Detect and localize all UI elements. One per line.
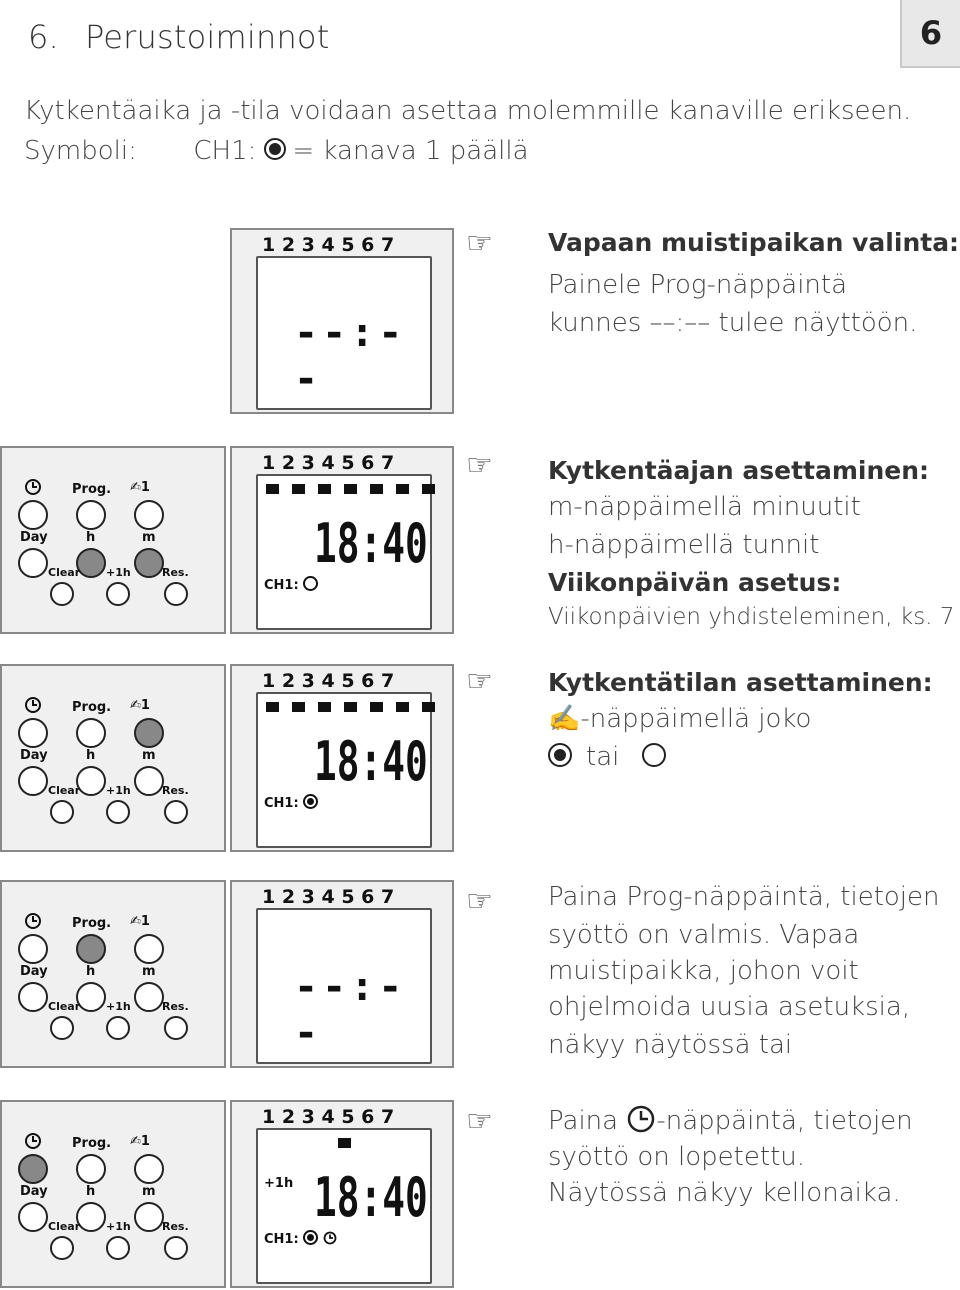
lcd-time: 18:40 bbox=[314, 1166, 428, 1229]
prog-button[interactable] bbox=[76, 934, 106, 964]
clear-button[interactable] bbox=[50, 1236, 74, 1260]
lcd-channel: CH1: bbox=[264, 794, 318, 811]
prog-button[interactable] bbox=[76, 1154, 106, 1184]
channel-button[interactable] bbox=[134, 934, 164, 964]
clock-icon bbox=[24, 696, 42, 714]
hand-label: ✍1 bbox=[130, 1134, 150, 1149]
m-button[interactable] bbox=[134, 548, 164, 578]
weekday-bars bbox=[266, 484, 435, 494]
lcd-panel-4 bbox=[230, 880, 454, 1068]
prog-button[interactable] bbox=[76, 718, 106, 748]
prog-label: Prog. bbox=[72, 1136, 112, 1151]
m-label: m bbox=[142, 1184, 156, 1199]
hand-icon: ✍ bbox=[548, 704, 581, 734]
step3-text: ✍-näppäimellä joko bbox=[548, 704, 812, 734]
channel-on-icon bbox=[548, 743, 572, 767]
channel-on-icon bbox=[303, 1230, 318, 1245]
reset-button[interactable] bbox=[164, 800, 188, 824]
intro-line: Kytkentäaika ja -tila voidaan asettaa molemmille kanaville erikseen. bbox=[24, 96, 912, 126]
step4-text: syöttö on valmis. Vapaa bbox=[548, 920, 860, 950]
step2-text: m-näppäimellä minuutit bbox=[548, 492, 861, 522]
lcd-panel-1 bbox=[230, 228, 454, 414]
m-button[interactable] bbox=[134, 766, 164, 796]
channel-off-icon bbox=[642, 743, 666, 767]
hand-icon: ✍ bbox=[130, 480, 141, 495]
channel-on-icon bbox=[303, 794, 318, 809]
keypad-panel-3 bbox=[0, 664, 226, 852]
plus1h-button[interactable] bbox=[106, 582, 130, 606]
lcd-dashes: --:-- bbox=[294, 310, 407, 402]
step4-text: näkyy näytössä tai bbox=[548, 1030, 793, 1060]
weekday-bar bbox=[338, 1138, 351, 1148]
m-button[interactable] bbox=[134, 982, 164, 1012]
clear-label: Clear bbox=[48, 1220, 81, 1233]
lcd-panel-5 bbox=[230, 1100, 454, 1288]
m-button[interactable] bbox=[134, 1202, 164, 1232]
lcd-screen bbox=[256, 256, 432, 410]
pointing-hand-icon: ☞ bbox=[466, 884, 493, 919]
h-label: h bbox=[86, 1184, 96, 1199]
keypad-panel-2 bbox=[0, 446, 226, 634]
clear-label: Clear bbox=[48, 1000, 81, 1013]
pointing-hand-icon: ☞ bbox=[466, 1104, 493, 1139]
step2-heading: Kytkentäajan asettaminen: bbox=[548, 456, 930, 485]
step1-text: Painele Prog-näppäintä bbox=[548, 270, 848, 300]
channel-button[interactable] bbox=[134, 718, 164, 748]
res-label: Res. bbox=[162, 784, 189, 797]
step1-text: kunnes ––:–– tulee näyttöön. bbox=[548, 308, 918, 338]
m-label: m bbox=[142, 530, 156, 545]
pointing-hand-icon: ☞ bbox=[466, 226, 493, 261]
lcd-screen bbox=[256, 908, 432, 1064]
h-button[interactable] bbox=[76, 548, 106, 578]
channel-off-icon bbox=[303, 576, 318, 591]
step3-choice: tai bbox=[548, 742, 666, 772]
day-label: Day bbox=[20, 530, 48, 545]
step3-heading: Kytkentätilan asettaminen: bbox=[548, 668, 933, 697]
pointing-hand-icon: ☞ bbox=[466, 448, 493, 483]
clock-button[interactable] bbox=[18, 718, 48, 748]
day-button[interactable] bbox=[18, 1202, 48, 1232]
weekday-numbers: 1 2 3 4 5 6 7 bbox=[262, 670, 395, 692]
weekday-numbers: 1 2 3 4 5 6 7 bbox=[262, 1106, 395, 1128]
hand-icon: ✍ bbox=[130, 914, 141, 929]
h-button[interactable] bbox=[76, 766, 106, 796]
lcd-time: 18:40 bbox=[314, 730, 428, 793]
prog-label: Prog. bbox=[72, 916, 112, 931]
day-label: Day bbox=[20, 748, 48, 763]
step2-text: Viikonpäivien yhdisteleminen, ks. 7 bbox=[548, 604, 955, 630]
plus1h-label: +1h bbox=[106, 1000, 131, 1013]
plus1h-button[interactable] bbox=[106, 800, 130, 824]
weekday-numbers: 1 2 3 4 5 6 7 bbox=[262, 886, 395, 908]
clock-button[interactable] bbox=[18, 934, 48, 964]
weekday-numbers: 1 2 3 4 5 6 7 bbox=[262, 452, 395, 474]
hand-icon: ✍ bbox=[130, 1134, 141, 1149]
clock-icon bbox=[323, 1231, 337, 1245]
h-label: h bbox=[86, 530, 96, 545]
channel-button[interactable] bbox=[134, 500, 164, 530]
plus1h-label: +1h bbox=[106, 784, 131, 797]
lcd-channel: CH1: bbox=[264, 1230, 337, 1247]
m-label: m bbox=[142, 964, 156, 979]
reset-button[interactable] bbox=[164, 582, 188, 606]
lcd-panel-3 bbox=[230, 664, 454, 852]
step4-text: muistipaikka, johon voit bbox=[548, 956, 859, 986]
reset-button[interactable] bbox=[164, 1236, 188, 1260]
hand-label: ✍1 bbox=[130, 914, 150, 929]
h-label: h bbox=[86, 748, 96, 763]
plus1h-label: +1h bbox=[106, 566, 131, 579]
lcd-plus1h: +1h bbox=[264, 1176, 294, 1191]
clear-button[interactable] bbox=[50, 800, 74, 824]
page-number: 6 bbox=[900, 0, 960, 68]
prog-label: Prog. bbox=[72, 482, 112, 497]
step4-text: Paina Prog-näppäintä, tietojen bbox=[548, 882, 940, 912]
lcd-time: 18:40 bbox=[314, 512, 428, 575]
m-label: m bbox=[142, 748, 156, 763]
hand-label: ✍1 bbox=[130, 480, 150, 495]
res-label: Res. bbox=[162, 1000, 189, 1013]
clear-button[interactable] bbox=[50, 582, 74, 606]
page-title: 6. Perustoiminnot bbox=[28, 18, 330, 56]
lcd-screen bbox=[256, 1128, 432, 1284]
step2-text: h-näppäimellä tunnit bbox=[548, 530, 820, 560]
day-button[interactable] bbox=[18, 766, 48, 796]
weekday-numbers: 1 2 3 4 5 6 7 bbox=[262, 234, 395, 256]
hand-icon: ✍ bbox=[130, 698, 141, 713]
keypad-panel-5 bbox=[0, 1100, 226, 1288]
step2-heading2: Viikonpäivän asetus: bbox=[548, 568, 842, 597]
clear-label: Clear bbox=[48, 784, 81, 797]
lcd-channel: CH1: bbox=[264, 576, 318, 593]
plus1h-label: +1h bbox=[106, 1220, 131, 1233]
pointing-hand-icon: ☞ bbox=[466, 664, 493, 699]
lcd-screen bbox=[256, 692, 432, 848]
plus1h-button[interactable] bbox=[106, 1016, 130, 1040]
day-button[interactable] bbox=[18, 548, 48, 578]
clear-button[interactable] bbox=[50, 1016, 74, 1040]
clear-label: Clear bbox=[48, 566, 81, 579]
channel-on-icon bbox=[264, 138, 286, 160]
reset-button[interactable] bbox=[164, 1016, 188, 1040]
step5-text: Paina -näppäintä, tietojen bbox=[548, 1106, 913, 1136]
clock-icon bbox=[24, 1132, 42, 1150]
prog-button[interactable] bbox=[76, 500, 106, 530]
channel-button[interactable] bbox=[134, 1154, 164, 1184]
keypad-panel-4 bbox=[0, 880, 226, 1068]
h-button[interactable] bbox=[76, 982, 106, 1012]
clock-button[interactable] bbox=[18, 1154, 48, 1184]
res-label: Res. bbox=[162, 1220, 189, 1233]
plus1h-button[interactable] bbox=[106, 1236, 130, 1260]
clock-button[interactable] bbox=[18, 500, 48, 530]
symbol-legend: Symboli: CH1: = kanava 1 päällä bbox=[24, 136, 529, 166]
day-label: Day bbox=[20, 1184, 48, 1199]
clock-icon bbox=[24, 478, 42, 496]
day-label: Day bbox=[20, 964, 48, 979]
clock-icon bbox=[626, 1104, 656, 1134]
h-button[interactable] bbox=[76, 1202, 106, 1232]
prog-label: Prog. bbox=[72, 700, 112, 715]
weekday-bars bbox=[266, 702, 435, 712]
res-label: Res. bbox=[162, 566, 189, 579]
day-button[interactable] bbox=[18, 982, 48, 1012]
h-label: h bbox=[86, 964, 96, 979]
hand-label: ✍1 bbox=[130, 698, 150, 713]
lcd-dashes: --:-- bbox=[294, 964, 407, 1056]
clock-icon bbox=[24, 912, 42, 930]
step5-text: syöttö on lopetettu. bbox=[548, 1142, 806, 1172]
lcd-screen bbox=[256, 474, 432, 630]
step4-text: ohjelmoida uusia asetuksia, bbox=[548, 992, 911, 1022]
lcd-panel-2 bbox=[230, 446, 454, 634]
step5-text: Näytössä näkyy kellonaika. bbox=[548, 1178, 901, 1208]
step1-heading: Vapaan muistipaikan valinta: bbox=[548, 228, 960, 257]
